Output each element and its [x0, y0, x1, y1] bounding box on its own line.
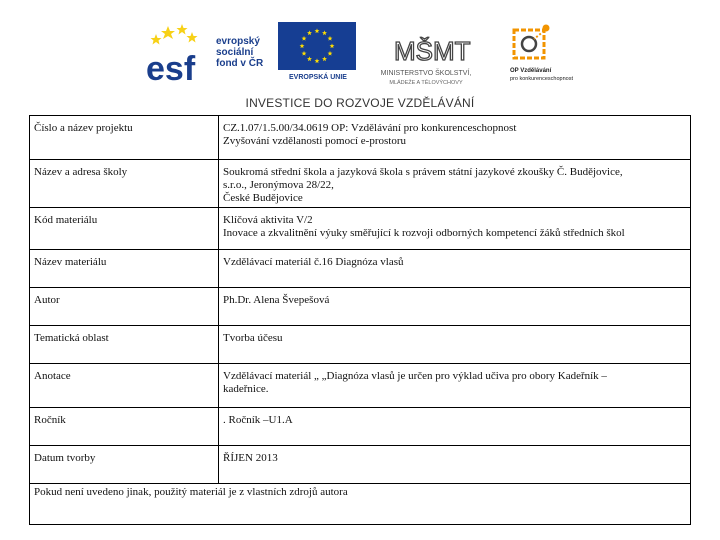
row-value — [219, 208, 691, 250]
row-value-line: Vzdělávací materiál č.16 Diagnóza vlasů — [223, 256, 404, 268]
msmt-caption-line2: MLÁDEŽE A TĚLOVÝCHOVY — [389, 80, 463, 86]
msmt-logo-icon — [392, 22, 471, 66]
table-row — [30, 208, 691, 250]
investice-slogan — [0, 96, 720, 110]
row-value — [219, 446, 691, 484]
row-label: Anotace — [30, 364, 219, 408]
row-value-line: kadeřnice. — [223, 383, 269, 395]
row-label: Tematická oblast — [30, 326, 219, 364]
msmt-logo — [358, 22, 494, 92]
investice-slogan-text: INVESTICE DO ROZVOJE VZDĚLÁVÁNÍ — [245, 96, 475, 110]
eu-caption: EVROPSKÁ UNIE — [289, 74, 347, 81]
row-value-line: Inovace a zkvalitnění výuky směřující k rozvoji odborných kompetencí žáků středních škol — [223, 227, 625, 239]
esf-caption-line1: evropský — [216, 36, 260, 47]
row-value-line: CZ.1.07/1.5.00/34.0619 OP: Vzdělávání pro konkurenceschopnost — [223, 122, 517, 134]
msmt-mark-text: MŠMT — [394, 36, 471, 66]
row-label: Ročník — [30, 408, 219, 446]
table-row — [30, 160, 691, 208]
opvk-caption-line1: OP Vzdělávání — [510, 68, 552, 74]
row-label: Datum tvorby — [30, 446, 219, 484]
row-value-line: Vzdělávací materiál „ „Diagnóza vlasů je určen pro výklad učiva pro obory Kadeřník – — [223, 370, 607, 382]
table-footer-row — [30, 484, 691, 525]
esf-caption-line3: fond v ČR — [216, 58, 264, 69]
project-info-table — [29, 115, 691, 525]
esf-logo-icon — [146, 20, 212, 86]
row-value — [219, 288, 691, 326]
row-value-line: Soukromá střední škola a jazyková škola s právem státní jazykové zkoušky Č. Budějovice, — [223, 166, 623, 178]
row-value-line: s.r.o., Jeronýmova 28/22, — [223, 179, 334, 191]
row-value — [219, 250, 691, 288]
row-value — [219, 116, 691, 160]
row-value — [219, 364, 691, 408]
table-row — [30, 326, 691, 364]
opvk-logo — [504, 22, 584, 88]
row-value-line: ŘÍJEN 2013 — [223, 452, 278, 464]
row-value — [219, 160, 691, 208]
esf-caption — [216, 36, 263, 69]
eu-flag-icon — [278, 22, 356, 70]
footer-note: Pokud není uvedeno jinak, použitý materiál je z vlastních zdrojů autora — [30, 484, 691, 525]
row-value — [219, 408, 691, 446]
row-value-line: Zvyšování vzdělanosti pomocí e-prostoru — [223, 135, 406, 147]
logo-banner — [0, 0, 720, 115]
opvk-caption-line2: pro konkurenceschopnost — [510, 76, 573, 82]
esf-mark-text: esf — [146, 50, 196, 88]
table-row — [30, 446, 691, 484]
eu-logo — [278, 22, 358, 88]
row-value-line: České Budějovice — [223, 192, 303, 204]
table-row — [30, 288, 691, 326]
row-label: Kód materiálu — [30, 208, 219, 250]
opvk-logo-icon — [510, 22, 554, 62]
row-value-line: Klíčová aktivita V/2 — [223, 214, 313, 226]
row-value-line: Ph.Dr. Alena Švepešová — [223, 294, 330, 306]
table-row — [30, 116, 691, 160]
row-label: Název materiálu — [30, 250, 219, 288]
table-row — [30, 364, 691, 408]
row-value — [219, 326, 691, 364]
row-value-line: Tvorba účesu — [223, 332, 283, 344]
row-label: Název a adresa školy — [30, 160, 219, 208]
row-label: Číslo a název projektu — [30, 116, 219, 160]
esf-caption-line2: sociální — [216, 47, 254, 58]
msmt-caption-line1: MINISTERSTVO ŠKOLSTVÍ, — [380, 70, 472, 77]
row-label: Autor — [30, 288, 219, 326]
table-row — [30, 250, 691, 288]
table-row — [30, 408, 691, 446]
esf-logo — [146, 20, 276, 86]
row-value-line: . Ročník –U1.A — [223, 414, 293, 426]
